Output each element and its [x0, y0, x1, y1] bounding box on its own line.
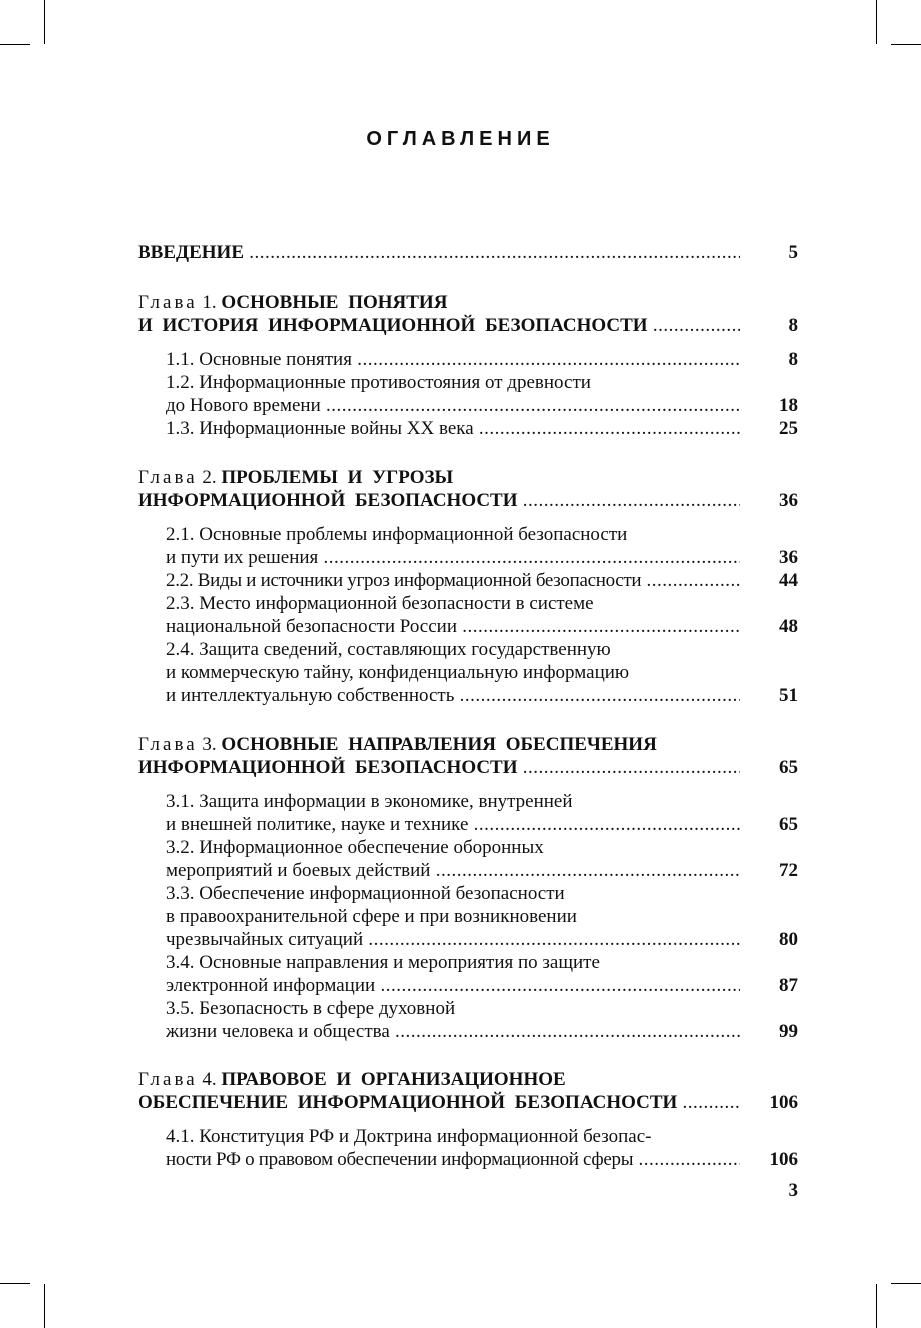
section-title: 2.3. Место информационной безопасности в системе [166, 593, 594, 614]
chapter-heading[interactable] [138, 291, 798, 314]
section-title: 3.5. Безопасность в сфере духовной [166, 998, 456, 1019]
chapter-title: ОСНОВНЫЕ НАПРАВЛЕНИЯ ОБЕСПЕЧЕНИЯ [221, 734, 657, 755]
toc-section[interactable] [166, 638, 798, 661]
page-title: ОГЛАВЛЕНИЕ [366, 128, 555, 150]
toc-section[interactable] [166, 592, 798, 615]
section-title: до Нового времени [166, 395, 321, 416]
section-title: электронной информации [166, 975, 376, 996]
toc-intro-label: ВВЕДЕНИЕ [138, 242, 244, 263]
toc-section-cont[interactable] [166, 859, 798, 882]
toc-page-number: 106 [769, 1092, 798, 1113]
chapter-prefix: Глава [138, 734, 198, 755]
crop-mark [876, 0, 877, 44]
crop-mark [891, 1283, 921, 1284]
chapter-title: ОБЕСПЕЧЕНИЕ ИНФОРМАЦИОННОЙ БЕЗОПАСНОСТИ [138, 1092, 678, 1113]
section-title: 3.3. Обеспечение информационной безопасности [166, 883, 565, 904]
chapter-title: ИНФОРМАЦИОННОЙ БЕЗОПАСНОСТИ [138, 490, 518, 511]
section-title: национальной безопасности России [166, 616, 458, 637]
section-title: мероприятий и боевых действий [166, 860, 431, 881]
crop-mark [891, 44, 921, 45]
chapter-heading-cont[interactable] [138, 1091, 798, 1114]
toc-section[interactable] [166, 836, 798, 859]
folio-page-number: 3 [788, 1180, 798, 1201]
toc-page-number: 44 [779, 570, 798, 591]
toc-section-cont[interactable] [166, 546, 798, 569]
chapter-prefix: Глава [138, 292, 198, 313]
chapter-heading-cont[interactable] [138, 314, 798, 337]
toc-page-number: 5 [788, 242, 798, 263]
toc-page-number: 80 [779, 929, 798, 950]
chapter-heading[interactable] [138, 733, 798, 756]
toc-page-number: 72 [779, 860, 798, 881]
chapter-number: 1. [202, 292, 217, 313]
toc-page-number: 65 [779, 814, 798, 835]
toc-section-cont[interactable] [166, 661, 798, 684]
toc-page-number: 48 [779, 616, 798, 637]
toc-section-cont[interactable] [166, 813, 798, 836]
toc-page-number: 25 [779, 418, 798, 439]
section-title: и коммерческую тайну, конфиденциальную информацию [166, 662, 630, 683]
section-title: 1.1. Основные понятия [166, 349, 352, 370]
toc-section[interactable] [166, 1125, 798, 1148]
toc-section[interactable] [166, 417, 798, 440]
section-title: 1.2. Информационные противостояния от древности [166, 372, 591, 393]
section-title: 2.2. Виды и источники угроз информационной безопасности [166, 570, 642, 591]
section-title: и пути их решения [166, 547, 319, 568]
crop-mark [44, 1284, 45, 1328]
toc-section-cont[interactable] [166, 615, 798, 638]
chapter-prefix: Глава [138, 467, 198, 488]
chapter-prefix: Глава [138, 1069, 198, 1090]
section-title: 3.4. Основные направления и мероприятия по защите [166, 952, 600, 973]
chapter-heading[interactable] [138, 1068, 798, 1091]
crop-mark [0, 1283, 30, 1284]
section-title: жизни человека и общества [166, 1021, 390, 1042]
chapter-number: 3. [202, 734, 217, 755]
chapter-title: ПРАВОВОЕ И ОРГАНИЗАЦИОННОЕ [221, 1069, 566, 1090]
toc-section-cont[interactable] [166, 684, 798, 707]
toc-intro[interactable] [138, 241, 798, 264]
chapter-heading-cont[interactable] [138, 489, 798, 512]
chapter-title: И ИСТОРИЯ ИНФОРМАЦИОННОЙ БЕЗОПАСНОСТИ [138, 315, 648, 336]
section-title: 2.1. Основные проблемы информационной безопасности [166, 524, 628, 545]
chapter-title: ПРОБЛЕМЫ И УГРОЗЫ [221, 467, 454, 488]
toc-page-number: 18 [779, 395, 798, 416]
crop-mark [0, 44, 30, 45]
section-title: 1.3. Информационные войны XX века [166, 418, 474, 439]
toc-page-number: 65 [779, 757, 798, 778]
toc-section[interactable] [166, 997, 798, 1020]
toc-section[interactable] [166, 790, 798, 813]
section-title: ности РФ о правовом обеспечении информационной сферы [166, 1149, 634, 1170]
toc-section-cont[interactable] [166, 1148, 798, 1171]
toc-page-number: 99 [779, 1021, 798, 1042]
toc-page-number: 106 [769, 1149, 798, 1170]
chapter-heading-cont[interactable] [138, 756, 798, 779]
chapter-number: 4. [202, 1069, 217, 1090]
chapter-heading[interactable] [138, 466, 798, 489]
toc-page-number: 51 [779, 685, 798, 706]
chapter-title: ОСНОВНЫЕ ПОНЯТИЯ [221, 292, 448, 313]
toc-section[interactable] [166, 951, 798, 974]
toc-page-number: 87 [779, 975, 798, 996]
toc-section-cont[interactable] [166, 1020, 798, 1043]
toc-section[interactable] [166, 882, 798, 905]
section-title: в правоохранительной сфере и при возникновении [166, 906, 577, 927]
toc-page-number: 36 [779, 547, 798, 568]
chapter-number: 2. [202, 467, 217, 488]
toc-section-cont[interactable] [166, 974, 798, 997]
toc-section-cont[interactable] [166, 928, 798, 951]
section-title: 4.1. Конституция РФ и Доктрина информационной безопас- [166, 1126, 652, 1147]
section-title: 2.4. Защита сведений, составляющих государственную [166, 639, 611, 660]
section-title: 3.1. Защита информации в экономике, внутренней [166, 791, 573, 812]
toc-page-number: 8 [788, 349, 798, 370]
section-title: и внешней политике, науке и технике [166, 814, 469, 835]
toc-section[interactable] [166, 348, 798, 371]
section-title: и интеллектуальную собственность [166, 685, 455, 706]
section-title: 3.2. Информационное обеспечение оборонных [166, 837, 544, 858]
toc-section[interactable] [166, 371, 798, 394]
toc-section-cont[interactable] [166, 905, 798, 928]
toc-section[interactable] [166, 523, 798, 546]
toc-section[interactable] [166, 569, 798, 592]
crop-mark [44, 0, 45, 44]
toc-section-cont[interactable] [166, 394, 798, 417]
toc-page-number: 36 [779, 490, 798, 511]
toc-page-number: 8 [788, 315, 798, 336]
chapter-title: ИНФОРМАЦИОННОЙ БЕЗОПАСНОСТИ [138, 757, 518, 778]
section-title: чрезвычайных ситуаций [166, 929, 364, 950]
crop-mark [876, 1284, 877, 1328]
